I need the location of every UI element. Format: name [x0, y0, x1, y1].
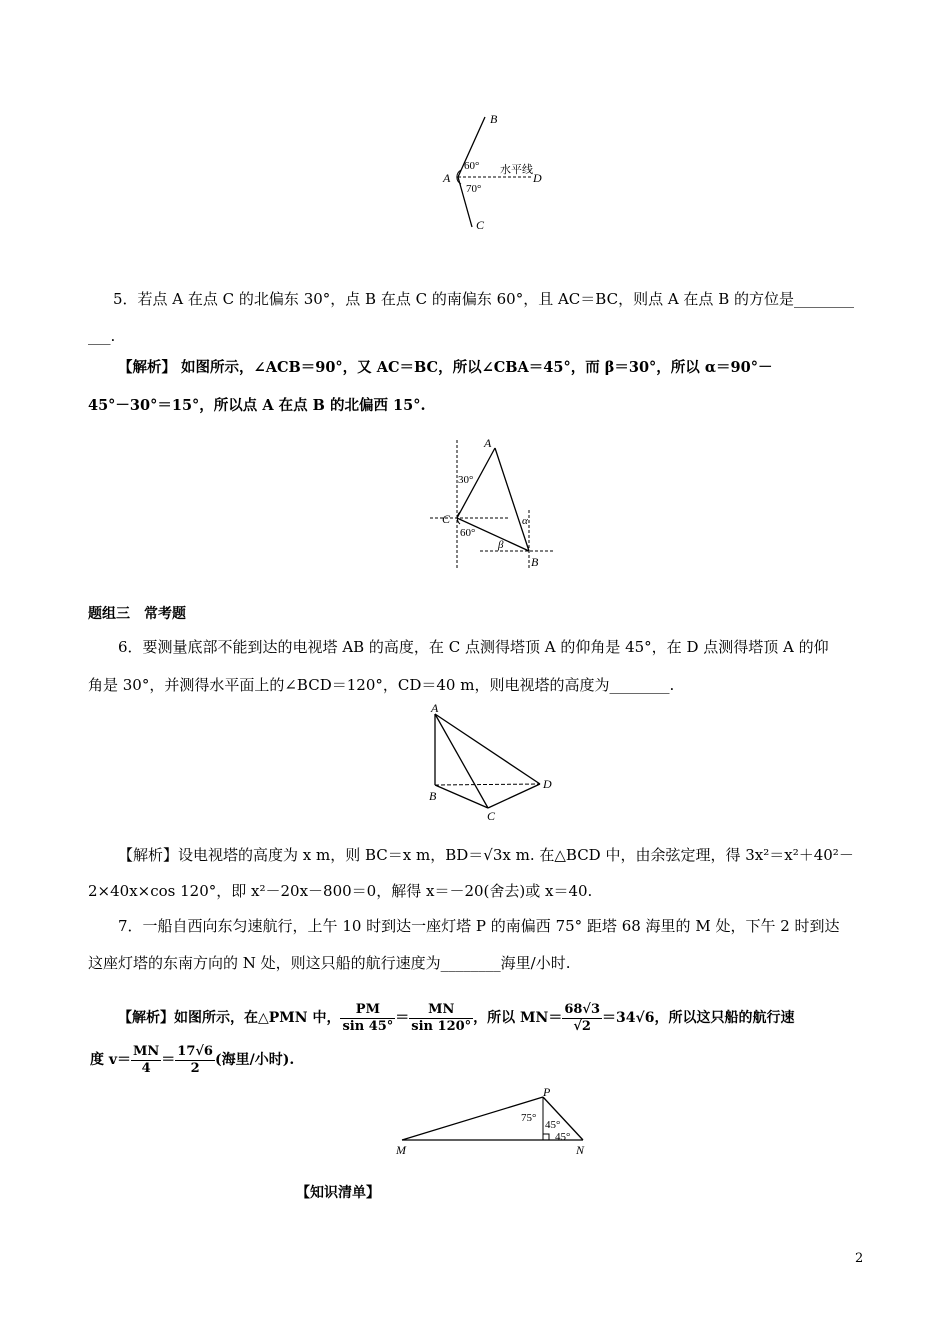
angle-60: 60°	[460, 527, 476, 539]
q7-solution-line2: 度 v＝ $\frac{MN}{4}$ ＝ $\frac{17√6}{2}$ (海里/小时).	[90, 1043, 295, 1076]
angle-75: 75°	[521, 1112, 537, 1124]
q6-solution-line1: 【解析】设电视塔的高度为 x m，则 BC＝x m，BD＝√3x m. 在△BCD 中，由余弦定理，得 3x²＝x²＋40²－	[118, 846, 854, 864]
angle-beta: β	[498, 539, 504, 551]
fraction-mn4: $\frac{MN}{4}$	[133, 1043, 160, 1076]
label-C: C	[487, 809, 496, 822]
fraction-pm: $\frac{PM}{\sin 45^\circ}$	[342, 1001, 394, 1034]
label-C: C	[442, 512, 451, 526]
q5-line2: ___.	[88, 327, 116, 345]
q7-line1: 7．一船自西向东匀速航行，上午 10 时到达一座灯塔 P 的南偏西 75° 距塔 68 海里的 M 处，下午 2 时到达	[118, 917, 840, 935]
figure-lighthouse	[390, 1085, 600, 1160]
label-D: D	[533, 171, 542, 185]
knowledge-list-heading: 【知识清单】	[296, 1185, 380, 1201]
page-number: 2	[855, 1251, 864, 1266]
fraction-68: $\frac{68√3}{√2}$	[564, 1001, 601, 1034]
horizon-label: 水平线	[500, 164, 533, 176]
label-B: B	[490, 112, 498, 126]
label-A: A	[443, 171, 451, 185]
label-A: A	[431, 701, 439, 715]
section-heading: 题组三 常考题	[88, 606, 186, 622]
label-B: B	[531, 555, 539, 569]
angle-45b: 45°	[555, 1131, 571, 1143]
fraction-17: $\frac{17√6}{2}$	[177, 1043, 213, 1076]
q7-sol-post: ＝34√6，所以这只船的航行速	[602, 1010, 795, 1026]
q7-sol-mid: ，所以 MN＝	[473, 1010, 563, 1026]
label-P: P	[543, 1085, 551, 1099]
q7-line2: 这座灯塔的东南方向的 N 处，则这只船的航行速度为________海里/小时.	[88, 954, 571, 972]
figure-direction-angles	[430, 105, 560, 235]
q5-solution-line1: 【解析】 如图所示，∠ACB＝90°，又 AC＝BC，所以∠CBA＝45°，而 β＝30°，所以 α＝90°－	[118, 359, 773, 376]
q5-solution-line2: 45°－30°＝15°，所以点 A 在点 B 的北偏西 15°.	[88, 397, 426, 414]
q6-line1: 6．要测量底部不能到达的电视塔 AB 的高度，在 C 点测得塔顶 A 的仰角是 45°，在 D 点测得塔顶 A 的仰	[118, 638, 829, 656]
figure-triangle-acb	[420, 430, 570, 572]
fraction-mn: $\frac{MN}{\sin 120^\circ}$	[411, 1001, 472, 1034]
figure-tower	[420, 700, 570, 822]
label-A: A	[484, 436, 492, 450]
q7-sol-pre: 【解析】如图所示，在△PMN 中，	[118, 1010, 341, 1026]
label-C: C	[476, 218, 485, 232]
angle-alpha: α	[522, 515, 528, 527]
label-N: N	[576, 1143, 585, 1157]
angle-45a: 45°	[545, 1119, 561, 1131]
label-D: D	[543, 777, 552, 791]
q7-solution-line1: 【解析】如图所示，在△PMN 中， $\frac{PM}{\sin 45^\circ}$ ＝ $\frac{MN}{\sin 120^\circ}$ ，所以 MN＝ $\frac{68√3}{√2}$ ＝34√6，所以这只船的航行速	[118, 1001, 795, 1034]
angle-60: 60°	[464, 160, 480, 172]
label-M: M	[396, 1143, 406, 1157]
angle-70: 70°	[466, 183, 482, 195]
angle-30: 30°	[458, 474, 474, 486]
q6-solution-line2: 2×40x×cos 120°，即 x²－20x－800＝0，解得 x＝－20(舍去)或 x＝40.	[88, 882, 593, 900]
q5-line1: 5．若点 A 在点 C 的北偏东 30°，点 B 在点 C 的南偏东 60°，且 AC＝BC，则点 A 在点 B 的方位是________	[113, 290, 854, 308]
label-B: B	[429, 789, 437, 803]
q6-line2: 角是 30°，并测得水平面上的∠BCD＝120°，CD＝40 m，则电视塔的高度为________.	[88, 676, 675, 694]
